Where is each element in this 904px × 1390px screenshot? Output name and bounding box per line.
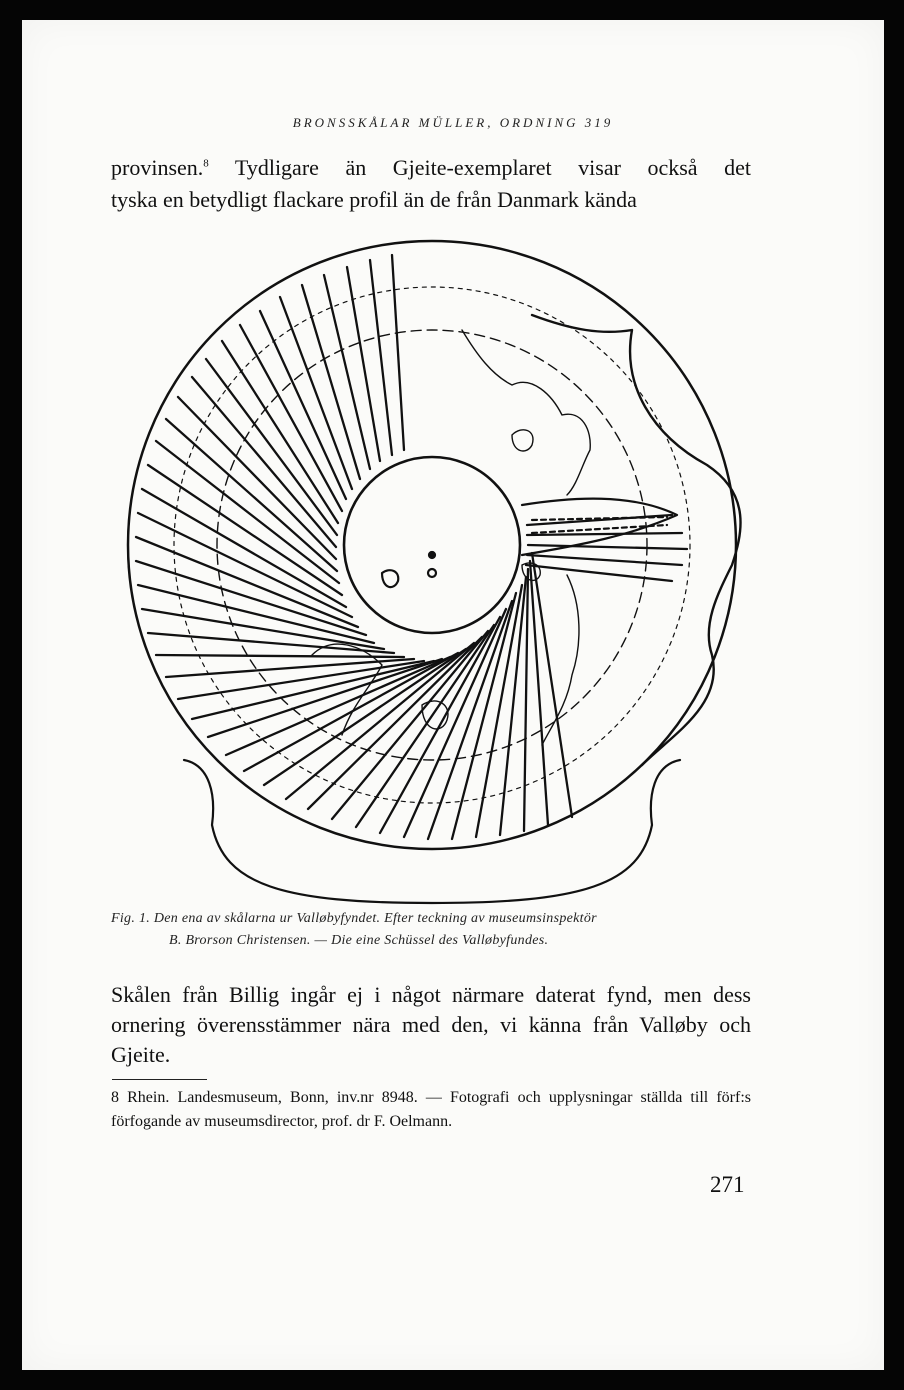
figure-caption [111,908,771,952]
bowl-profile [184,760,680,903]
paragraph-1-line-2: tyska en betydligt flackare profil än de från Danmark kända [111,187,637,212]
bowl-center-medallion [344,457,520,633]
page-number: 271 [710,1172,745,1197]
footnote-rule [112,1079,207,1080]
paragraph-2: Skålen från Billig ingår ej i något närmare daterat fynd, men dess ornering överensstämmer nära med den, vi känna från Valløby och Gjeite. [111,982,751,1067]
paragraph-1-line-1: provinsen.$^8$ Tydligare än Gjeite-exemplaret visar också det [111,155,751,180]
figure-caption-line-2: B. Brorson Christensen. — Die eine Schüssel des Valløbyfundes. [169,933,549,948]
figure-caption-line-1: Fig. 1. Den ena av skålarna ur Valløbyfyndet. Efter teckning av museumsinspektör [111,911,597,926]
bowl-drawing [112,235,752,915]
bowl-rim-circle [128,241,736,849]
paragraph-1 [111,152,751,216]
book-page [22,20,884,1370]
running-head: BRONSSKÅLAR MÜLLER, ORDNING 319 [292,115,614,130]
footnote: 8 Rhein. Landesmuseum, Bonn, inv.nr 8948. — Fotografi och upplysningar ställda till förf:s förfogande av museumsdirector, prof. dr F. Oelmann. [111,1089,751,1130]
footnote-ref: 8 [203,157,209,170]
radial-flutes [136,255,687,839]
